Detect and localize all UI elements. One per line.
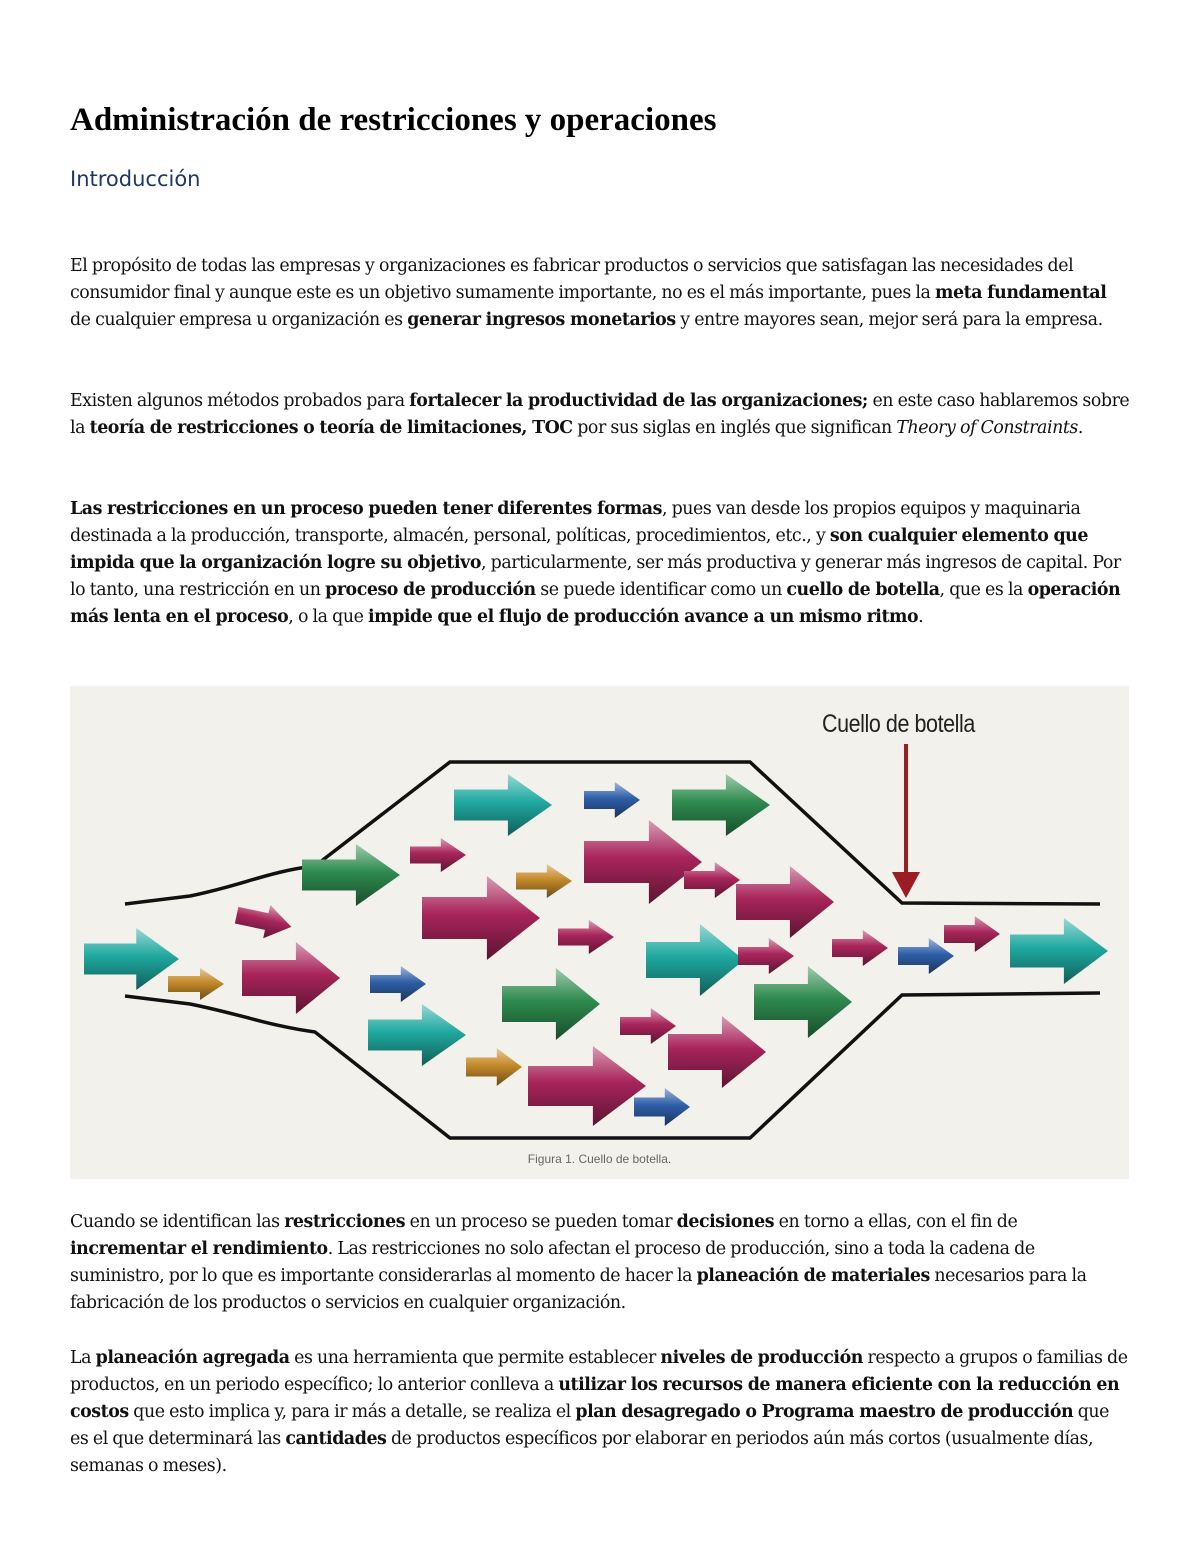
blue-arrow [634, 1088, 690, 1126]
text-run: en un proceso se pueden tomar [405, 1212, 677, 1232]
teal-arrow [646, 924, 744, 996]
magenta-arrow [233, 899, 295, 944]
magenta-arrow [832, 930, 888, 966]
text-run: , pues van desde los propios equipos y maquinaria destinada a la producción, transporte, almacén, personal, políticas, procedimientos, etc., y [70, 499, 1081, 547]
bold-run: cantidades [285, 1429, 387, 1450]
magenta-arrow [558, 920, 614, 954]
magenta-arrow [584, 820, 702, 904]
paragraph [70, 253, 1130, 334]
pointer-arrowhead [892, 872, 920, 898]
bold-run: planeación agregada [95, 1348, 290, 1368]
paragraph [70, 496, 1130, 631]
bottleneck-figure [70, 686, 1129, 1179]
text-run: El propósito de todas las empresas y organizaciones es fabricar productos o servicios que satisfagan las necesidades del consumidor final y aunque este es un objetivo sumamente importante, no es el más importante, pues la [70, 256, 1074, 304]
page-title: Administración de restricciones y operaciones [70, 102, 717, 138]
green-arrow [502, 968, 600, 1040]
magenta-arrow [528, 1046, 646, 1126]
text-run: Cuando se identifican las [70, 1212, 285, 1232]
bold-run: generar ingresos monetarios [407, 310, 676, 331]
bold-run: Las restricciones en un proceso pueden tener diferentes formas [70, 499, 662, 519]
text-run: en este caso hablaremos sobre la [70, 391, 1130, 439]
teal-arrow [368, 1004, 466, 1066]
text-run: que es el que determinará las [70, 1402, 1110, 1450]
text-run: . Las restricciones no solo afectan el proceso de producción, sino a toda la cadena de suministro, por lo que es importante considerarlas al momento de hacer la [70, 1239, 1035, 1287]
text-run: respecto a grupos o familias de productos, en un periodo específico; lo anterior conlleva a [70, 1348, 1128, 1396]
paragraph [70, 1209, 1130, 1317]
text-run: . [1077, 418, 1083, 439]
text-run: , o la que [288, 607, 369, 628]
paragraph [70, 1345, 1130, 1480]
text-run: de cualquier empresa u organización es [70, 310, 408, 331]
teal-arrow [1010, 918, 1108, 984]
orange-arrow [466, 1048, 522, 1086]
magenta-arrow [944, 916, 1000, 952]
orange-arrow [516, 864, 572, 898]
bold-run: planeación de materiales [696, 1266, 930, 1287]
bold-run: restricciones [284, 1212, 406, 1232]
teal-arrow [84, 928, 179, 990]
magenta-arrow [410, 838, 466, 872]
blue-arrow [370, 966, 426, 1002]
bold-run: plan desagregado o Programa maestro de producción [575, 1402, 1074, 1423]
bold-run: proceso de producción [325, 580, 536, 601]
figure-label: Cuello de botella [822, 710, 975, 738]
bold-run: meta fundamental [935, 283, 1107, 304]
text-run: , particularmente, ser más productiva y generar más ingresos de capital. Por lo tanto, una restricción en un [70, 553, 1121, 601]
text-run: y entre mayores sean, mejor será para la empresa. [675, 310, 1103, 331]
magenta-arrow [620, 1008, 676, 1044]
green-arrow [302, 844, 400, 906]
bold-run: fortalecer la productividad de las organizaciones; [409, 391, 868, 411]
bold-run: utilizar los recursos de manera eficiente con la reducción en costos [70, 1375, 1120, 1423]
bold-run: impide que el flujo de producción avance a un mismo ritmo [368, 607, 919, 628]
text-run: que esto implica y, para ir más a detalle, se realiza el [128, 1402, 576, 1423]
teal-arrow [454, 774, 552, 836]
orange-arrow [168, 968, 224, 1000]
text-run: necesarios para la fabricación de los productos o servicios en cualquier organización. [70, 1266, 1087, 1314]
magenta-arrow [736, 866, 834, 938]
paragraph [70, 388, 1130, 442]
green-arrow [754, 966, 852, 1038]
blue-arrow [584, 782, 640, 818]
green-arrow [672, 774, 770, 836]
section-heading: Introducción [70, 167, 201, 191]
magenta-arrow [668, 1016, 766, 1088]
bold-run: niveles de producción [660, 1348, 863, 1368]
text-run: en torno a ellas, con el fin de [774, 1212, 1018, 1232]
magenta-arrow [738, 938, 794, 974]
text-run: es una herramienta que permite establecer [289, 1348, 661, 1368]
text-run: La [70, 1348, 96, 1368]
figure-caption: Figura 1. Cuello de botella. [527, 1152, 672, 1166]
magenta-arrow [242, 942, 340, 1014]
text-run: . [918, 607, 924, 628]
bold-run: teoría de restricciones o teoría de limitaciones, TOC [89, 418, 573, 439]
italic-run: Theory of Constraints [896, 418, 1078, 439]
bold-run: decisiones [676, 1212, 775, 1232]
bold-run: son cualquier elemento que impida que la organización logre su objetivo [70, 526, 1088, 574]
bold-run: incrementar el rendimiento [70, 1239, 328, 1260]
text-run: se puede identificar como un [535, 580, 787, 601]
bold-run: operación más lenta en el proceso [70, 580, 1121, 628]
blue-arrow [898, 938, 954, 974]
text-run: , que es la [939, 580, 1028, 601]
bottleneck-illustration [70, 686, 1129, 1179]
text-run: por sus siglas en inglés que significan [572, 418, 897, 439]
text-run: Existen algunos métodos probados para [70, 391, 410, 411]
text-run: de productos específicos por elaborar en periodos aún más cortos (usualmente días, semanas o meses). [70, 1429, 1094, 1477]
bold-run: cuello de botella [786, 580, 940, 601]
